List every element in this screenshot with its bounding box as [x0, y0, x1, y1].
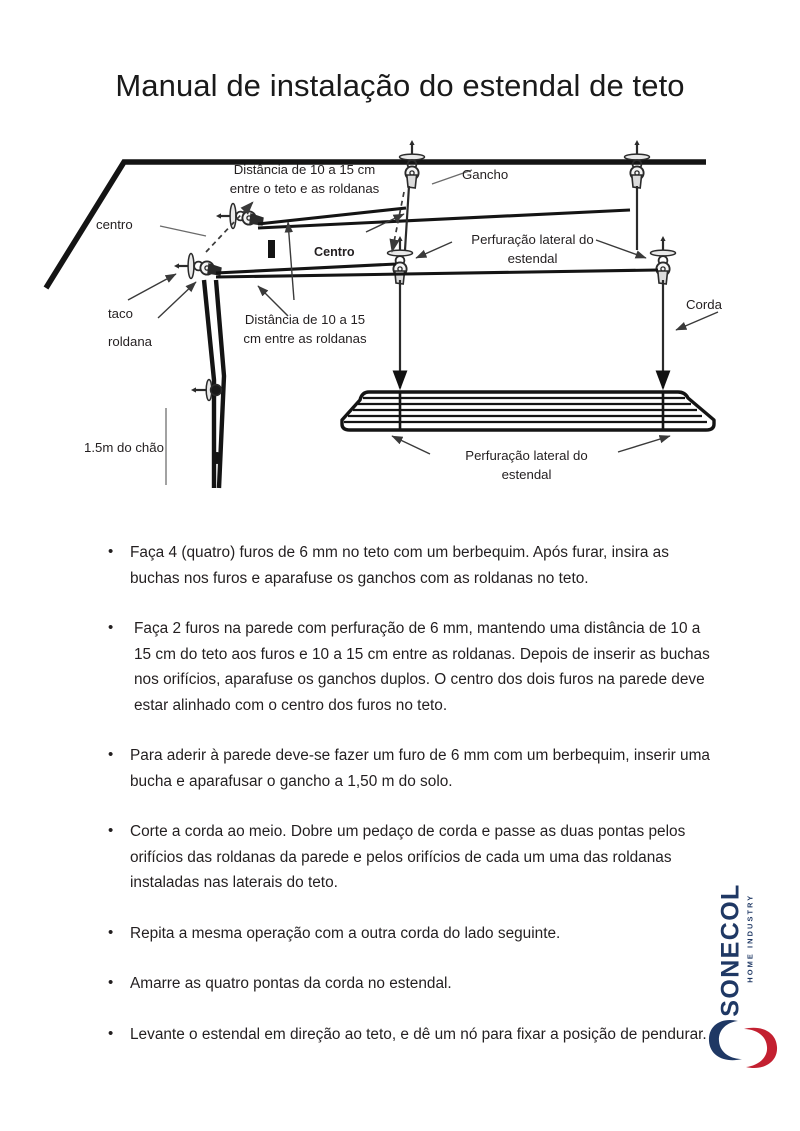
label-side-perforation-top: Perfuração lateral do estendal [471, 232, 594, 266]
label-side-perforation-bottom: Perfuração lateral do estendal [465, 448, 588, 482]
logo-name: SONECOL [716, 883, 745, 1017]
list-item: • Corte a corda ao meio. Dobre um pedaço de corda e passe as duas pontas pelos orifícios das roldanas da parede e pelos orifícios de cada um uma das roldanas instaladas nas laterais do teto. [100, 819, 715, 896]
logo-wordmark [718, 817, 753, 1017]
label-wall-plug: taco [108, 306, 133, 321]
list-item: • Faça 4 (quatro) furos de 6 mm no teto com um berbequim. Após furar, insira as buchas nos furos e aparafuse os ganchos com as roldanas no teto. [100, 540, 715, 591]
brand-logo [698, 849, 794, 1079]
page-title: Manual de instalação do estendal de teto [115, 68, 685, 103]
list-item: • Levante o estendal em direção ao teto, e dê um nó para fixar a posição de pendurar. [100, 1022, 715, 1048]
logo-tagline: HOME INDUSTRY [745, 893, 755, 983]
label-centro-lowercase: centro [96, 217, 133, 232]
installation-diagram [0, 140, 800, 530]
list-item: • Repita a mesma operação com a outra corda do lado seguinte. [100, 921, 715, 947]
label-floor-height: 1.5m do chão [84, 440, 164, 455]
label-hook: Gancho [462, 167, 509, 182]
label-pulley-distance: Distância de 10 a 15 cm entre as roldanas [243, 312, 367, 346]
instructions-list [100, 540, 715, 1072]
label-ceiling-distance: Distância de 10 a 15 cm entre o teto e as roldanas [229, 162, 380, 196]
label-rope: Corda [686, 297, 722, 312]
logo-monogram-icon [702, 1009, 790, 1079]
label-centro-bold: Centro [314, 245, 355, 259]
label-pulley: roldana [108, 334, 152, 349]
list-item: • Para aderir à parede deve-se fazer um furo de 6 mm com um berbequim, inserir uma bucha e aparafusar o gancho a 1,50 m do solo. [100, 743, 715, 794]
list-item: • Amarre as quatro pontas da corda no estendal. [100, 971, 715, 997]
list-item: • Faça 2 furos na parede com perfuração de 6 mm, mantendo uma distância de 10 a 15 cm do teto aos furos e 10 a 15 cm entre as roldanas. Depois de inserir as buchas nos orifícios, aparafuse os ganchos duplos. O centro dos dois furos na parede deve estar alinhado com o centro dos furos no teto. [100, 616, 715, 718]
